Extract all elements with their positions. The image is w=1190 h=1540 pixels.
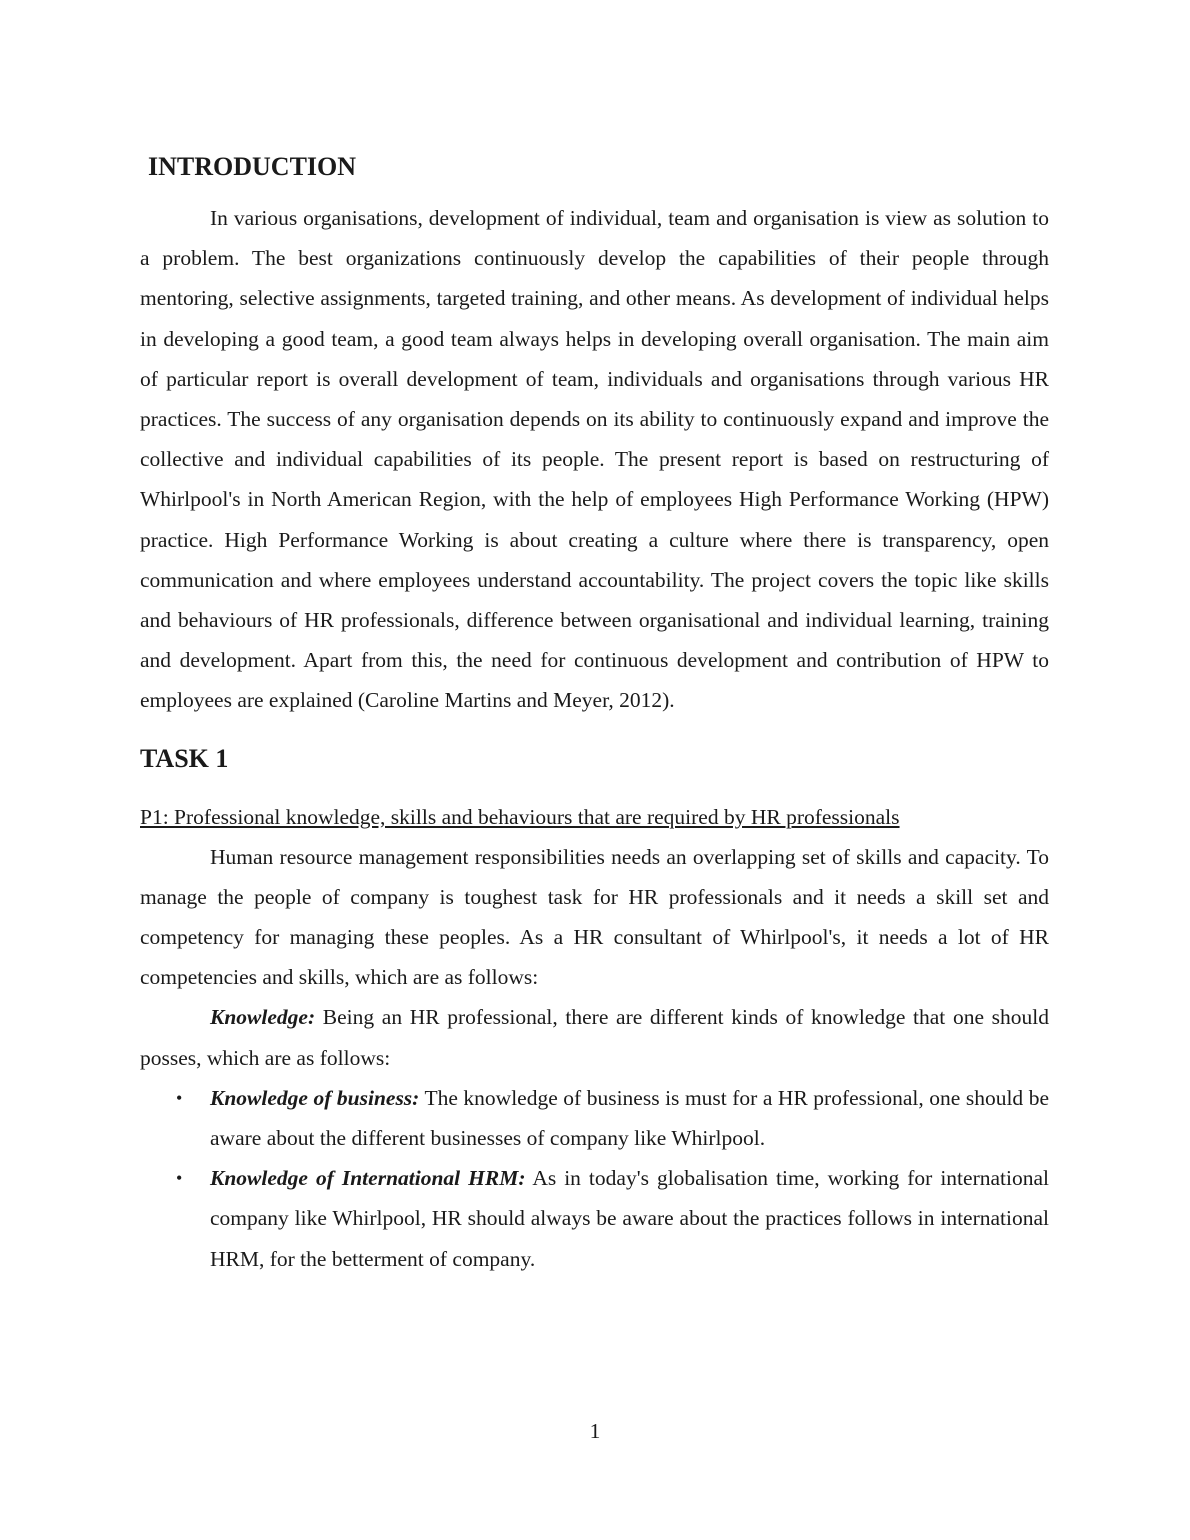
knowledge-text: Being an HR professional, there are different kinds of knowledge that one should posses, which are as follows: [140, 1005, 1049, 1070]
bullet-icon: • [176, 1168, 183, 1189]
bullet-text: The knowledge of business is must for a HR professional, one should be aware about the different businesses of company like Whirlpool. [210, 1085, 1049, 1151]
bullet-icon: • [176, 1087, 183, 1108]
p1-subheading: P1: Professional knowledge, skills and behaviours that are required by HR professionals [140, 804, 900, 829]
bullet-label: Knowledge of business: [210, 1085, 420, 1110]
knowledge-bullet-list [140, 1078, 1049, 1279]
document-page [140, 150, 1049, 1279]
task-1-paragraph: Human resource management responsibilities needs an overlapping set of skills and capacity. To manage the people of company is toughest task for HR professionals and it needs a skill set and competency for managing these peoples. As a HR consultant of Whirlpool's, it needs a lot of HR competencies and skills, which are as follows: [140, 844, 1049, 990]
introduction-paragraph: In various organisations, development of individual, team and organisation is view as solution to a problem. The best organizations continuously develop the capabilities of their people through mentoring, selective assignments, targeted training, and other means. As development of individual helps in developing a good team, a good team always helps in developing overall organisation. The main aim of particular report is overall development of team, individuals and organisations through various HR practices. The success of any organisation depends on its ability to continuously expand and improve the collective and individual capabilities of its people. The present report is based on restructuring of Whirlpool's in North American Region, with the help of employees High Performance Working (HPW) practice. High Performance Working is about creating a culture where there is transparency, open communication and where employees understand accountability. The project covers the topic like skills and behaviours of HR professionals, difference between organisational and individual learning, training and development. Apart from this, the need for continuous development and contribution of HPW to employees are explained (Caroline Martins and Meyer, 2012). [140, 206, 1049, 713]
knowledge-label: Knowledge: [210, 1005, 316, 1030]
bullet-text: As in today's globalisation time, working for international company like Whirlpool, HR should always be aware about the practices follows in international HRM, for the betterment of company. [210, 1166, 1049, 1271]
task-1-heading: TASK 1 [140, 743, 229, 773]
introduction-heading: INTRODUCTION [148, 152, 357, 181]
bullet-label: Knowledge of International HRM: [210, 1166, 526, 1191]
page-number: 1 [589, 1419, 601, 1443]
knowledge-paragraph [140, 997, 1049, 1077]
list-item [140, 1078, 1049, 1158]
list-item [140, 1158, 1049, 1279]
